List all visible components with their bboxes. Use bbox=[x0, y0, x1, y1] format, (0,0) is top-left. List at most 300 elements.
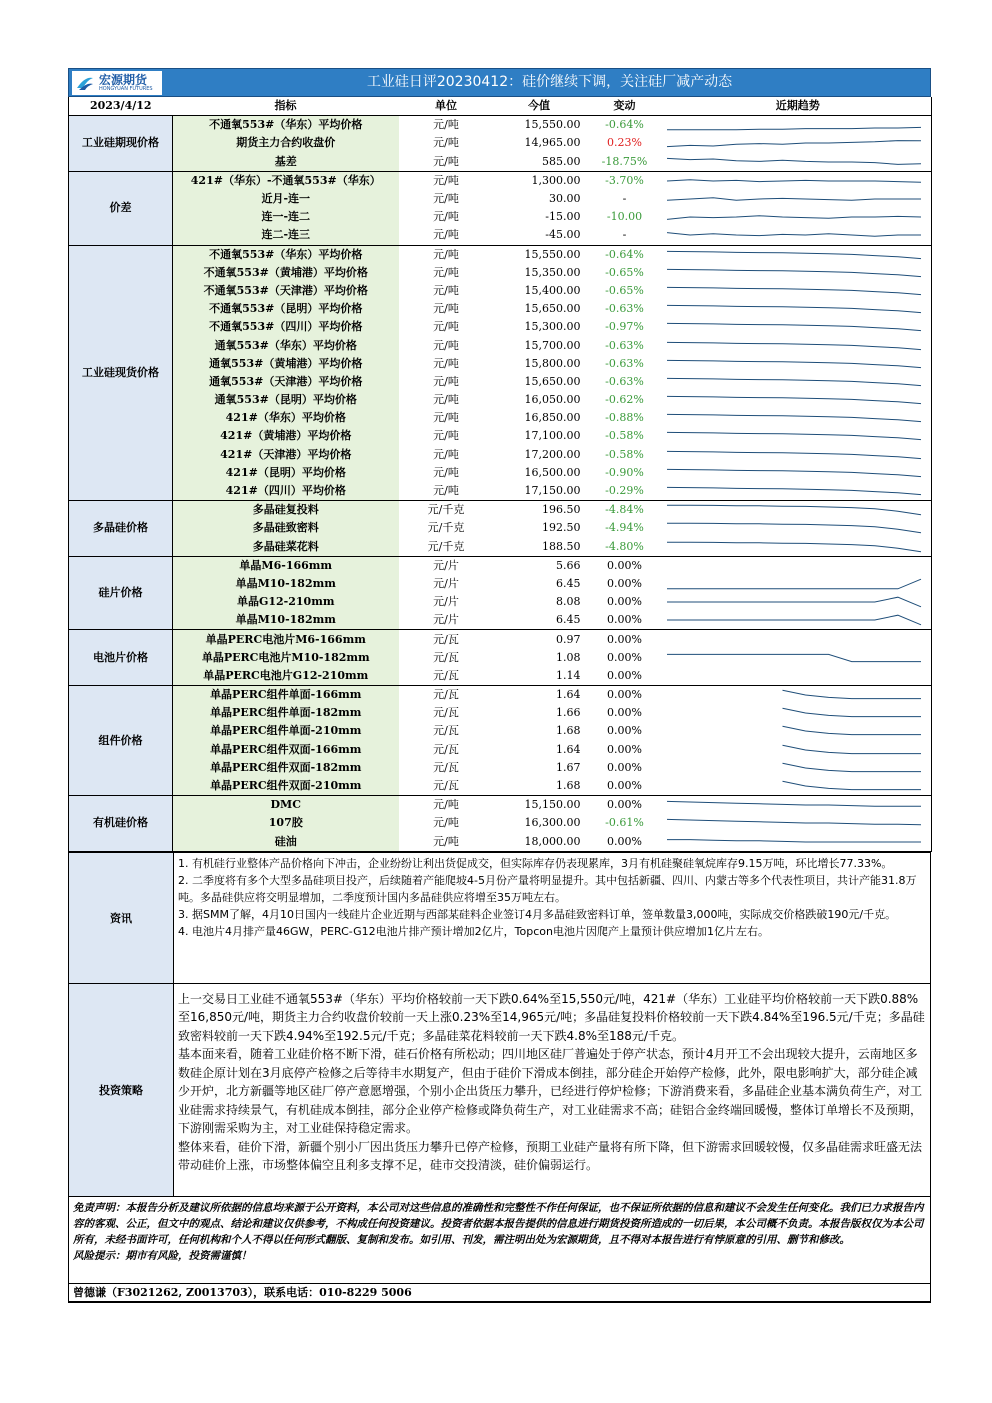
value: 196.50 bbox=[542, 503, 581, 517]
indicator-name: 单晶PERC电池片M10-182mm bbox=[173, 649, 399, 667]
value: 15,650.00 bbox=[524, 302, 581, 316]
sparkline bbox=[665, 650, 927, 666]
change: 0.00% bbox=[607, 798, 642, 812]
unit: 元/吨 bbox=[433, 136, 459, 150]
col-today: 今值 bbox=[494, 97, 585, 116]
indicator-name: 单晶M10-182mm bbox=[173, 575, 399, 593]
unit: 元/瓦 bbox=[433, 632, 459, 646]
sparkline-path bbox=[667, 128, 921, 130]
sparkline bbox=[665, 135, 927, 151]
trend-cell bbox=[665, 649, 932, 667]
strategy-paragraph: 基本面来看，随着工业硅价格不断下滑，硅石价格有所松动；四川地区硅厂普遍处于停产状态，预计4月开工不会出现较大提升，云南地区多数硅企原计划在3月底停产检修之后等待丰水期复产，但由于硅价下滑成本倒挂，部分硅企开始停产检修，此外，限电影响扩大，部分硅企减少开炉，北方新疆等地区硅厂停产意愿增强，个别小企出货压力攀升，已经进行停炉检修；下游消费来看，多晶硅企业基本满负荷生产，对工业硅需求持续景气，有机硅成本倒挂，部分企业停产检修或降负荷生产，对工业硅需求不高；硅铝合金终端回暖慢，整体订单增长不及预期，下游刚需采购为主，对工业硅保持稳定需求。 bbox=[178, 1047, 923, 1136]
indicator-name: 通氧553#（昆明）平均价格 bbox=[173, 391, 399, 409]
news-section bbox=[68, 852, 931, 984]
table-row bbox=[69, 336, 932, 354]
trend-cell bbox=[665, 759, 932, 777]
sparkline-path bbox=[667, 469, 921, 476]
sparkline-path bbox=[667, 542, 921, 552]
indicator-name: 421#（四川）平均价格 bbox=[173, 482, 399, 501]
change: -0.58% bbox=[605, 447, 644, 461]
change: -0.65% bbox=[605, 265, 644, 279]
trend-cell bbox=[665, 318, 932, 336]
table-row bbox=[69, 796, 932, 815]
value: 16,050.00 bbox=[524, 393, 581, 407]
sparkline bbox=[665, 502, 927, 518]
report bbox=[68, 68, 931, 1303]
trend-cell bbox=[665, 336, 932, 354]
disclaimer bbox=[68, 1197, 931, 1284]
unit: 元/吨 bbox=[433, 798, 459, 812]
indicator-name: 通氧553#（天津港）平均价格 bbox=[173, 373, 399, 391]
table-row bbox=[69, 409, 932, 427]
table-row bbox=[69, 722, 932, 740]
unit: 元/瓦 bbox=[433, 706, 459, 720]
unit: 元/瓦 bbox=[433, 760, 459, 774]
sparkline bbox=[665, 410, 927, 426]
sparkline-path bbox=[667, 802, 921, 807]
unit: 元/吨 bbox=[433, 356, 459, 370]
indicator-name: 单晶PERC组件单面-166mm bbox=[173, 686, 399, 705]
sparkline-path bbox=[667, 141, 921, 147]
sparkline-path bbox=[667, 451, 921, 458]
table-row bbox=[69, 264, 932, 282]
value: 15,650.00 bbox=[524, 374, 581, 388]
indicator-name: 不通氧553#（黄埔港）平均价格 bbox=[173, 264, 399, 282]
value: 15,150.00 bbox=[524, 798, 581, 812]
trend-cell bbox=[665, 814, 932, 832]
sparkline-path bbox=[667, 233, 921, 237]
indicator-name: 单晶PERC组件单面-210mm bbox=[173, 722, 399, 740]
table-row bbox=[69, 190, 932, 208]
sparkline-path bbox=[667, 180, 921, 182]
unit: 元/吨 bbox=[433, 302, 459, 316]
change: 0.00% bbox=[607, 760, 642, 774]
indicator-name: 107胶 bbox=[173, 814, 399, 832]
unit: 元/吨 bbox=[433, 320, 459, 334]
value: 188.50 bbox=[494, 538, 585, 557]
col-indicator: 指标 bbox=[173, 97, 399, 116]
company-logo bbox=[72, 71, 162, 95]
trend-cell bbox=[665, 464, 932, 482]
sparkline-path bbox=[667, 524, 921, 534]
indicator-name: 421#（天津港）平均价格 bbox=[173, 446, 399, 464]
indicator-name: 通氧553#（黄埔港）平均价格 bbox=[173, 355, 399, 373]
logo-en: HONGYUAN FUTURES bbox=[99, 86, 153, 92]
contact-line: 曾德谦（F3021262, Z0013703），联系电话：010-8229 5006 bbox=[68, 1284, 931, 1303]
change: 0.00% bbox=[585, 777, 665, 796]
indicator-name: 连二-连三 bbox=[173, 226, 399, 245]
change: 0.00% bbox=[607, 576, 642, 590]
trend-cell bbox=[665, 409, 932, 427]
indicator-name: 不通氧553#（天津港）平均价格 bbox=[173, 282, 399, 300]
unit: 元/吨 bbox=[399, 482, 494, 501]
table-row bbox=[69, 116, 932, 135]
change: 0.00% bbox=[607, 650, 642, 664]
trend-cell bbox=[665, 575, 932, 593]
trend-cell bbox=[665, 391, 932, 409]
table-row bbox=[69, 446, 932, 464]
change: -0.63% bbox=[605, 356, 644, 370]
trend-cell bbox=[665, 482, 932, 501]
unit: 元/瓦 bbox=[399, 777, 494, 796]
sparkline bbox=[665, 301, 927, 317]
trend-cell bbox=[665, 611, 932, 630]
table-row bbox=[69, 427, 932, 445]
trend-cell bbox=[665, 722, 932, 740]
trend-cell bbox=[665, 833, 932, 852]
price-table bbox=[68, 97, 932, 852]
value: 15,550.00 bbox=[524, 247, 581, 261]
sparkline bbox=[665, 778, 927, 794]
change: -0.29% bbox=[585, 482, 665, 501]
change: 0.00% bbox=[607, 724, 642, 738]
unit: 元/片 bbox=[433, 576, 459, 590]
strategy-body bbox=[174, 984, 930, 1196]
sparkline-path bbox=[782, 745, 921, 753]
change: 0.00% bbox=[607, 742, 642, 756]
trend-cell bbox=[665, 208, 932, 226]
value: 17,100.00 bbox=[524, 429, 581, 443]
unit: 元/片 bbox=[433, 558, 459, 572]
trend-cell bbox=[665, 171, 932, 190]
indicator-name: DMC bbox=[173, 796, 399, 815]
value: 192.50 bbox=[542, 521, 581, 535]
sparkline bbox=[665, 265, 927, 281]
sparkline bbox=[665, 319, 927, 335]
unit: 元/吨 bbox=[433, 283, 459, 297]
col-unit: 单位 bbox=[399, 97, 494, 116]
category-label: 组件价格 bbox=[69, 686, 173, 796]
indicator-name: 单晶PERC组件双面-210mm bbox=[173, 777, 399, 796]
table-row bbox=[69, 593, 932, 611]
trend-cell bbox=[665, 355, 932, 373]
trend-cell bbox=[665, 556, 932, 575]
sparkline bbox=[665, 558, 927, 574]
news-item: 3. 据SMM了解，4月10日国内一线硅片企业近期与西部某硅料企业签订4月多晶硅致密料订单，签单数量3,000吨，实际成交价格跌破190元/千克。 bbox=[178, 907, 897, 921]
unit: 元/瓦 bbox=[433, 742, 459, 756]
trend-cell bbox=[665, 777, 932, 796]
change: -0.63% bbox=[605, 338, 644, 352]
unit: 元/吨 bbox=[399, 153, 494, 172]
disclaimer-text: 免责声明：本报告分析及建议所依据的信息均来源于公开资料，本公司对这些信息的准确性和完整性不作任何保证，也不保证所依据的信息和建议不会发生任何变化。我们已力求报告内容的客观、公正，但文中的观点、结论和建议仅供参考，不构成任何投资建议。投资者依据本报告提供的信息进行期货投资所造成的一切后果，本公司概不负责。本报告版权仅为本公司所有，未经书面许可，任何机构和个人不得以任何形式翻版、复制和发布。如引用、刊发，需注明出处为宏源期货，且不得对本报告进行有悖原意的引用、删节和修改。 bbox=[73, 1201, 924, 1246]
table-row bbox=[69, 575, 932, 593]
unit: 元/千克 bbox=[427, 503, 465, 517]
sparkline bbox=[665, 227, 927, 243]
sparkline bbox=[665, 632, 927, 648]
sparkline bbox=[665, 539, 927, 555]
strategy-category: 投资策略 bbox=[69, 984, 174, 1196]
indicator-name: 通氧553#（华东）平均价格 bbox=[173, 336, 399, 354]
table-row bbox=[69, 741, 932, 759]
change: 0.00% bbox=[585, 833, 665, 852]
table-row bbox=[69, 538, 932, 557]
value: -45.00 bbox=[494, 226, 585, 245]
sparkline bbox=[665, 594, 927, 610]
table-row bbox=[69, 373, 932, 391]
indicator-name: 多晶硅复投料 bbox=[173, 501, 399, 520]
value: 1.14 bbox=[494, 667, 585, 686]
indicator-name: 不通氧553#（华东）平均价格 bbox=[173, 116, 399, 135]
news-item: 4. 电池片4月排产量46GW，PERC-G12电池片排产预计增加2亿片，Topcon电池片因爬产上量预计供应增加1亿片左右。 bbox=[178, 924, 769, 938]
value: 17,200.00 bbox=[524, 447, 581, 461]
sparkline bbox=[665, 209, 927, 225]
sparkline bbox=[665, 723, 927, 739]
sparkline bbox=[665, 173, 927, 189]
table-header-row bbox=[69, 97, 932, 116]
table-row bbox=[69, 171, 932, 190]
sparkline bbox=[665, 154, 927, 170]
indicator-name: 基差 bbox=[173, 153, 399, 172]
change: -0.63% bbox=[605, 374, 644, 388]
disclaimer-text: 风险提示：期市有风险，投资需谨慎！ bbox=[73, 1249, 252, 1262]
value: 0.97 bbox=[556, 632, 581, 646]
indicator-name: 单晶PERC电池片M6-166mm bbox=[173, 630, 399, 649]
sparkline bbox=[665, 356, 927, 372]
value: 1.66 bbox=[556, 706, 581, 720]
indicator-name: 不通氧553#（昆明）平均价格 bbox=[173, 300, 399, 318]
value: 8.08 bbox=[556, 595, 581, 609]
sparkline-path bbox=[667, 324, 921, 331]
sparkline-path bbox=[667, 198, 921, 200]
logo-cn: 宏源期货 bbox=[99, 73, 148, 87]
change: -0.88% bbox=[605, 411, 644, 425]
change: - bbox=[585, 226, 665, 245]
sparkline-path bbox=[782, 690, 921, 698]
change: -0.65% bbox=[605, 283, 644, 297]
change: 0.00% bbox=[607, 558, 642, 572]
table-row bbox=[69, 282, 932, 300]
value: 5.66 bbox=[556, 558, 581, 572]
indicator-name: 单晶PERC电池片G12-210mm bbox=[173, 667, 399, 686]
change: -4.94% bbox=[605, 521, 644, 535]
logo-icon bbox=[74, 73, 96, 93]
change: -0.62% bbox=[605, 393, 644, 407]
trend-cell bbox=[665, 190, 932, 208]
unit: 元/瓦 bbox=[433, 650, 459, 664]
report-header bbox=[68, 68, 931, 97]
col-trend: 近期趋势 bbox=[665, 97, 932, 116]
unit: 元/吨 bbox=[433, 192, 459, 206]
table-row bbox=[69, 519, 932, 537]
unit: 元/吨 bbox=[399, 833, 494, 852]
strategy-section bbox=[68, 984, 931, 1197]
table-row bbox=[69, 300, 932, 318]
table-row bbox=[69, 777, 932, 796]
indicator-name: 单晶G12-210mm bbox=[173, 593, 399, 611]
table-row bbox=[69, 153, 932, 172]
change: 0.00% bbox=[607, 688, 642, 702]
value: 14,965.00 bbox=[524, 136, 581, 150]
strategy-paragraph: 整体来看，硅价下滑，新疆个别小厂因出货压力攀升已停产检修，预期工业硅产量将有所下降，但下游需求回暖较慢，仅多晶硅需求旺盛无法带动硅价上涨，市场整体偏空且利多支撑不足，硅市交投清淡，硅价偏弱运行。 bbox=[178, 1139, 923, 1173]
sparkline-path bbox=[667, 433, 921, 440]
table-row bbox=[69, 318, 932, 336]
table-row bbox=[69, 759, 932, 777]
change: 0.00% bbox=[585, 611, 665, 630]
unit: 元/吨 bbox=[433, 338, 459, 352]
sparkline bbox=[665, 283, 927, 299]
trend-cell bbox=[665, 116, 932, 135]
value: 1.68 bbox=[494, 777, 585, 796]
unit: 元/吨 bbox=[433, 429, 459, 443]
indicator-name: 多晶硅致密料 bbox=[173, 519, 399, 537]
sparkline-path bbox=[667, 616, 921, 626]
category-label: 多晶硅价格 bbox=[69, 501, 173, 557]
table-row bbox=[69, 464, 932, 482]
value: 15,800.00 bbox=[524, 356, 581, 370]
trend-cell bbox=[665, 282, 932, 300]
sparkline bbox=[665, 520, 927, 536]
sparkline bbox=[665, 447, 927, 463]
unit: 元/吨 bbox=[433, 247, 459, 261]
sparkline-path bbox=[782, 763, 921, 771]
trend-cell bbox=[665, 373, 932, 391]
value: 585.00 bbox=[494, 153, 585, 172]
category-label: 工业硅期现价格 bbox=[69, 116, 173, 172]
trend-cell bbox=[665, 704, 932, 722]
value: 15,700.00 bbox=[524, 338, 581, 352]
value: 17,150.00 bbox=[494, 482, 585, 501]
report-date: 2023/4/12 bbox=[69, 97, 173, 116]
table-row bbox=[69, 704, 932, 722]
change: - bbox=[622, 192, 627, 206]
unit: 元/吨 bbox=[433, 118, 459, 132]
value: 15,300.00 bbox=[524, 320, 581, 334]
value: 6.45 bbox=[494, 611, 585, 630]
change: -0.90% bbox=[605, 465, 644, 479]
sparkline-path bbox=[667, 396, 921, 403]
unit: 元/吨 bbox=[433, 173, 459, 187]
sparkline-path bbox=[782, 727, 921, 735]
sparkline-path bbox=[667, 654, 921, 661]
sparkline bbox=[665, 760, 927, 776]
sparkline bbox=[665, 612, 927, 628]
value: 1,300.00 bbox=[531, 173, 581, 187]
table-row bbox=[69, 667, 932, 686]
sparkline bbox=[665, 392, 927, 408]
sparkline-path bbox=[667, 579, 921, 589]
table-row bbox=[69, 226, 932, 245]
value: -15.00 bbox=[545, 210, 581, 224]
unit: 元/吨 bbox=[433, 465, 459, 479]
indicator-name: 单晶PERC组件单面-182mm bbox=[173, 704, 399, 722]
trend-cell bbox=[665, 593, 932, 611]
trend-cell bbox=[665, 427, 932, 445]
trend-cell bbox=[665, 501, 932, 520]
trend-cell bbox=[665, 519, 932, 537]
sparkline bbox=[665, 428, 927, 444]
news-item: 2. 二季度将有多个大型多晶硅项目投产，后续随着产能爬坡4-5月份产量将明显提升。其中包括新疆、四川、内蒙古等多个代表性项目，共计产能31.8万吨。多晶硅供应将交明显增加，二季度预计国内多晶硅供应将增至35万吨左右。 bbox=[178, 873, 917, 904]
change: -4.80% bbox=[585, 538, 665, 557]
col-change: 变动 bbox=[585, 97, 665, 116]
sparkline-path bbox=[667, 597, 921, 607]
unit: 元/吨 bbox=[433, 393, 459, 407]
table-row bbox=[69, 245, 932, 264]
sparkline bbox=[665, 576, 927, 592]
change: -0.61% bbox=[605, 816, 644, 830]
sparkline bbox=[665, 705, 927, 721]
value: 1.08 bbox=[556, 650, 581, 664]
trend-cell bbox=[665, 630, 932, 649]
table-row bbox=[69, 134, 932, 152]
table-row bbox=[69, 611, 932, 630]
trend-cell bbox=[665, 245, 932, 264]
table-row bbox=[69, 686, 932, 705]
indicator-name: 不通氧553#（四川）平均价格 bbox=[173, 318, 399, 336]
change: 0.00% bbox=[585, 667, 665, 686]
change: 0.23% bbox=[607, 136, 642, 150]
sparkline bbox=[665, 465, 927, 481]
unit: 元/吨 bbox=[433, 210, 459, 224]
sparkline bbox=[665, 117, 927, 133]
sparkline-path bbox=[667, 306, 921, 313]
unit: 元/吨 bbox=[433, 411, 459, 425]
unit: 元/片 bbox=[399, 611, 494, 630]
table-row bbox=[69, 391, 932, 409]
table-row bbox=[69, 355, 932, 373]
unit: 元/吨 bbox=[433, 265, 459, 279]
change: -0.63% bbox=[605, 302, 644, 316]
sparkline bbox=[665, 815, 927, 831]
indicator-name: 连一-连二 bbox=[173, 208, 399, 226]
sparkline-path bbox=[667, 216, 921, 220]
unit: 元/千克 bbox=[427, 521, 465, 535]
value: 15,400.00 bbox=[524, 283, 581, 297]
sparkline-path bbox=[667, 342, 921, 349]
unit: 元/吨 bbox=[433, 374, 459, 388]
news-item: 1. 有机硅行业整体产品价格向下冲击，企业纷纷让利出货促成交，但实际库存仍表现累库，3月有机硅聚硅氧烷库存9.15万吨，环比增长77.33%。 bbox=[178, 856, 893, 870]
trend-cell bbox=[665, 667, 932, 686]
value: 30.00 bbox=[549, 192, 581, 206]
unit: 元/瓦 bbox=[399, 667, 494, 686]
change: -18.75% bbox=[585, 153, 665, 172]
indicator-name: 单晶PERC组件双面-166mm bbox=[173, 741, 399, 759]
table-row bbox=[69, 630, 932, 649]
trend-cell bbox=[665, 741, 932, 759]
sparkline bbox=[665, 668, 927, 684]
unit: 元/吨 bbox=[433, 816, 459, 830]
value: 18,000.00 bbox=[494, 833, 585, 852]
sparkline bbox=[665, 483, 927, 499]
value: 16,850.00 bbox=[524, 411, 581, 425]
unit: 元/片 bbox=[433, 595, 459, 609]
change: -3.70% bbox=[605, 173, 644, 187]
value: 16,500.00 bbox=[524, 465, 581, 479]
trend-cell bbox=[665, 686, 932, 705]
sparkline-path bbox=[667, 820, 921, 825]
strategy-paragraph: 上一交易日工业硅不通氧553#（华东）平均价格较前一天下跌0.64%至15,550元/吨，421#（华东）工业硅平均价格较前一天下跌0.88%至16,850元/吨，期货主力合约收盘价较前一天上涨0.23%至14,965元/吨；多晶硅复投料价格较前一天下跌4.84%至196.5元/千克；多晶硅致密料较前一天下跌4.94%至192.5元/千克；多晶硅菜花料较前一天下跌4.8%至188元/千克。 bbox=[178, 991, 925, 1043]
value: 16,300.00 bbox=[524, 816, 581, 830]
indicator-name: 421#（华东）-不通氧553#（华东） bbox=[173, 171, 399, 190]
sparkline-path bbox=[667, 505, 921, 515]
report-title: 工业硅日评20230412：硅价继续下调，关注硅厂减产动态 bbox=[366, 74, 733, 90]
value: 1.68 bbox=[556, 724, 581, 738]
category-label: 价差 bbox=[69, 171, 173, 245]
indicator-name: 近月-连一 bbox=[173, 190, 399, 208]
table-row bbox=[69, 833, 932, 852]
category-label: 工业硅现货价格 bbox=[69, 245, 173, 501]
sparkline bbox=[665, 247, 927, 263]
unit: 元/吨 bbox=[399, 226, 494, 245]
change: -0.97% bbox=[605, 320, 644, 334]
sparkline-path bbox=[667, 287, 921, 294]
trend-cell bbox=[665, 538, 932, 557]
news-category: 资讯 bbox=[69, 853, 174, 983]
sparkline-path bbox=[667, 360, 921, 367]
sparkline-path bbox=[667, 487, 921, 494]
change: -4.84% bbox=[605, 503, 644, 517]
unit: 元/瓦 bbox=[433, 688, 459, 702]
table-row bbox=[69, 814, 932, 832]
